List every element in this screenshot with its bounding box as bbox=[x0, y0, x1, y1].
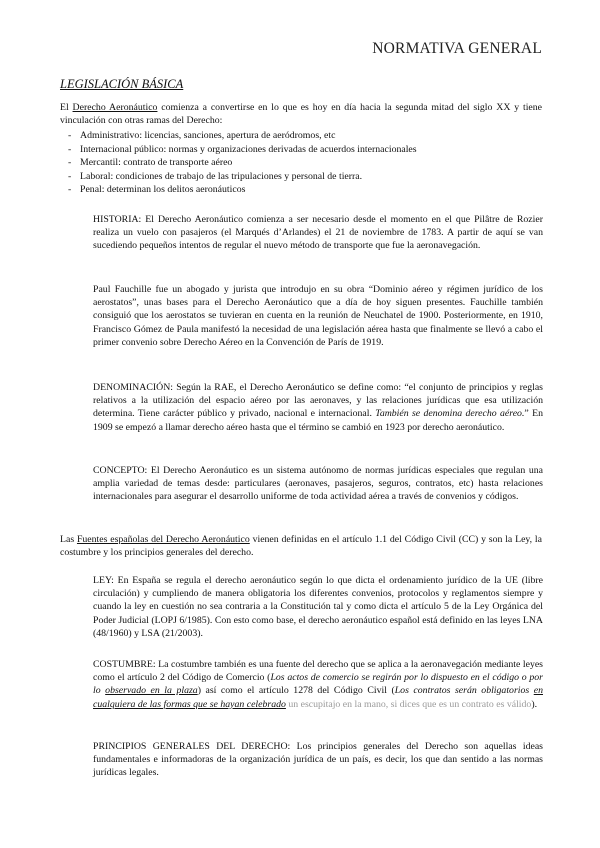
concepto-paragraph: CONCEPTO: El Derecho Aeronáutico es un sistema autónomo de normas jurídicas especiales que regulan una amplia variedad de temas desde: particulares (aeronaves, pasajeros, seguros, contratos, etc) hasta relaciones internacionales para asegurar el desarrollo uniforme de toda actividad aérea a través de convenios y códigos. bbox=[93, 465, 543, 503]
fauchille-paragraph: Paul Fauchille fue un abogado y jurista que introdujo en su obra “Dominio aéreo y régimen jurídico de los aerostatos”, unas bases para el Derecho Aeronáutico que a día de hoy siguen presentes. Fauchille también consiguió que los aerostatos se tuvieran en cuenta en la reunión de Neuchatel de 1900. Posteriormente, en 1910, Francisco Gómez de Paula manifestó la necesidad de una legislación aérea hasta que finalmente se llevó a cabo el primer convenio sobre Derecho Aéreo en la Convención de París de 1919. bbox=[93, 284, 543, 348]
denominacion-paragraph: DENOMINACIÓN: Según la RAE, el Derecho Aeronáutico se define como: “el conjunto de principios y reglas relativos a la utilización del espacio aéreo por las aeronaves, y las relaciones jurídicas que esa utilización determina. Tiene carácter público y privado, nacional e internacional. También se denomina derecho aéreo.” En 1909 se empezó a llamar derecho aéreo hasta que el término se cambió en 1923 por derecho aeronáutico. bbox=[93, 382, 543, 433]
section-title: LEGISLACIÓN BÁSICA bbox=[60, 77, 184, 91]
list-item: - Penal: determinan los delitos aeronáuticos bbox=[68, 184, 246, 196]
list-item: - Administrativo: licencias, sanciones, apertura de aeródromos, etc bbox=[68, 130, 336, 141]
fuentes-paragraph: Las Fuentes españolas del Derecho Aeronáutico vienen definidas en el artículo 1.1 del Código Civil (CC) y son la Ley, la costumbre y los principios generales del derecho. bbox=[60, 534, 543, 559]
fuentes-term: Fuentes españolas del Derecho Aeronáutico bbox=[76, 534, 250, 545]
intro-paragraph: El Derecho Aeronáutico comienza a convertirse en lo que es hoy en día hacia la segunda mitad del siglo XX y tiene vinculación con otras ramas del Derecho: bbox=[60, 102, 543, 127]
historia-paragraph: HISTORIA: El Derecho Aeronáutico comienza a ser necesario desde el momento en el que Pilâtre de Rozier realiza un vuelo con pasajeros (el Marqués d’Arlandes) el 21 de noviembre de 1783. A partir de aquí se van sucediendo pequeños intentos de regular el nuevo método de transporte que fue la aeronavegación. bbox=[93, 214, 543, 252]
related-branches-list bbox=[60, 129, 540, 197]
costumbre-paragraph: COSTUMBRE: La costumbre también es una fuente del derecho que se aplica a la aeronavegación mediante leyes como el artículo 2 del Código de Comercio (Los actos de comercio se regirán por lo dispuesto en el código o por lo observado en la plaza) así como el artículo 1278 del Código Civil (Los contratos serán obligatorios en cualquiera de las formas que se hayan celebrado un escupitajo en la mano, si dices que es un contrato es válido). bbox=[93, 659, 543, 710]
handwritten-note: un escupitajo en la mano, si dices que es un contrato es válido bbox=[285, 698, 532, 710]
derecho-aeronautico-term: Derecho Aeronáutico bbox=[72, 102, 158, 113]
list-item: - Mercantil: contrato de transporte aéreo bbox=[68, 157, 233, 169]
principios-paragraph: PRINCIPIOS GENERALES DEL DERECHO: Los principios generales del Derecho son aquellas ideas fundamentales e informadoras de la organización jurídica de un país, es decir, los que dan sentido a las normas jurídicas legales. bbox=[93, 741, 543, 779]
ley-paragraph: LEY: En España se regula el derecho aeronáutico según lo que dicta el ordenamiento jurídico de la UE (libre circulación) y cumpliendo de manera obligatoria los diferentes convenios, protocolos y reglamentos siempre y cuando la ley en cuestión no sea contraria a la Constitución tal y como dicta el artículo 5 de la Ley Orgánica del Poder Judicial (LOPJ 6/1985). Con esto como base, el derecho aeronáutico español está definido en las leyes LNA (48/1960) y LSA (21/2003). bbox=[93, 575, 543, 639]
list-item: - Laboral: condiciones de trabajo de las tripulaciones y personal de tierra. bbox=[68, 170, 363, 182]
document-header: NORMATIVA GENERAL bbox=[372, 40, 542, 57]
list-item: - Internacional público: normas y organizaciones derivadas de acuerdos internacionales bbox=[68, 143, 417, 155]
